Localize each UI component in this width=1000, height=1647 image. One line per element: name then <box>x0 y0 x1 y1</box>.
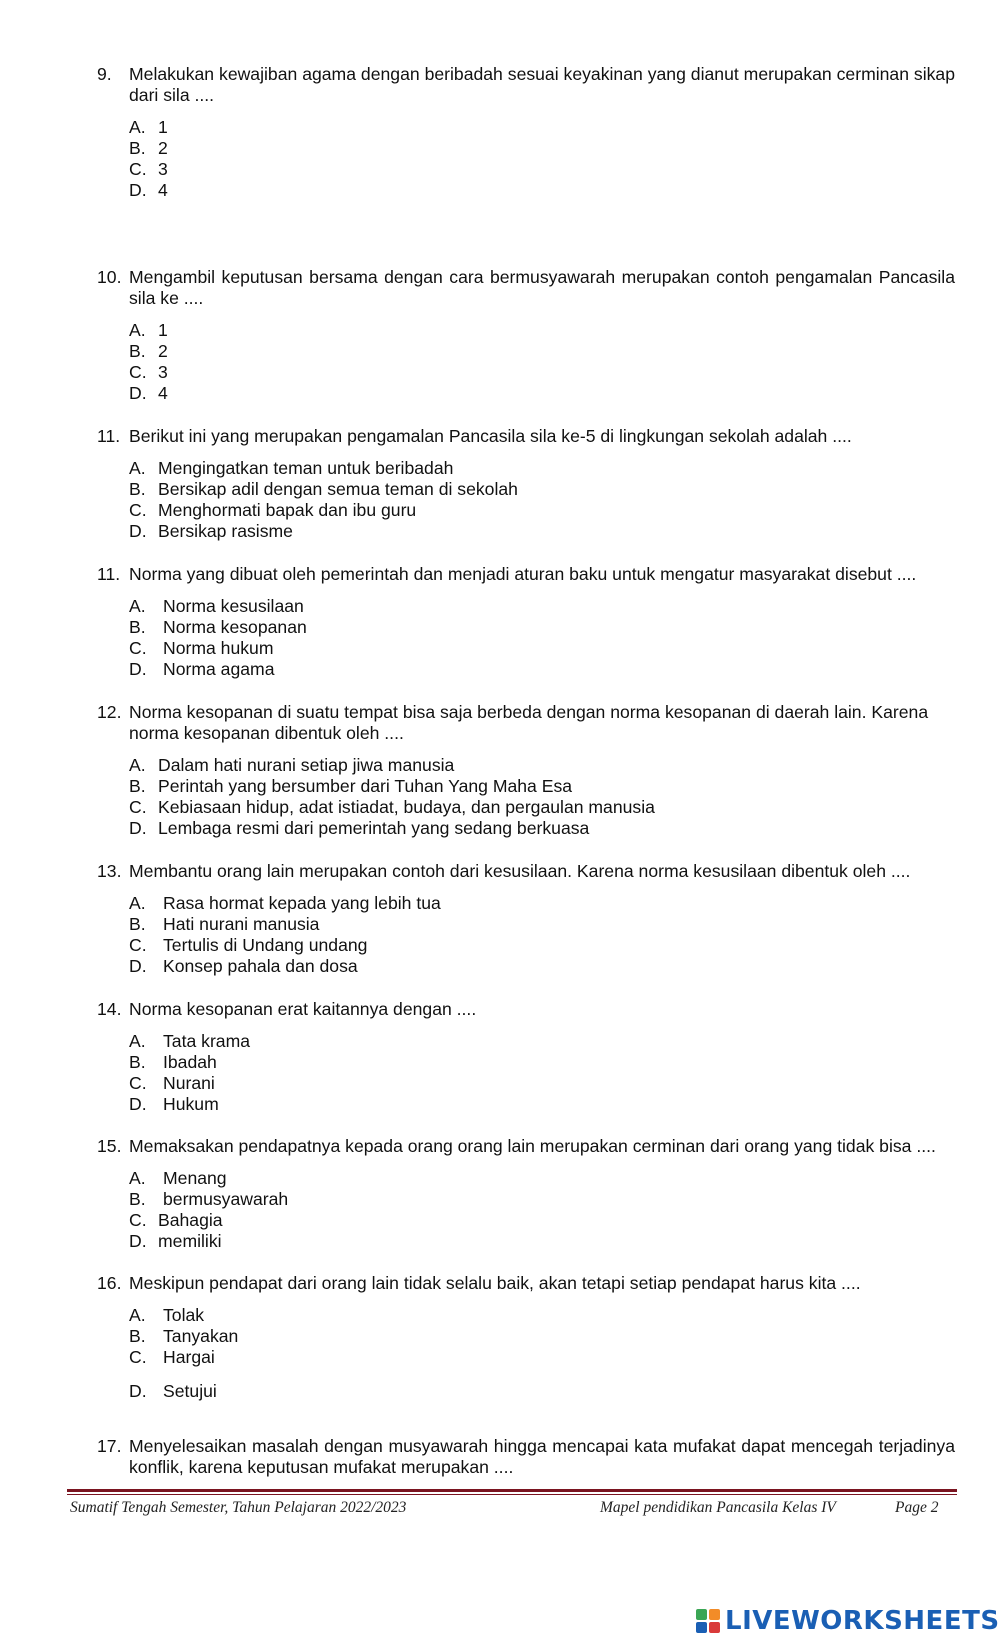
option-c[interactable]: C. Kebiasaan hidup, adat istiadat, budaya, dan pergaulan manusia <box>129 797 655 817</box>
option-c[interactable]: C. Nurani <box>129 1073 215 1093</box>
option-list <box>129 755 955 839</box>
question-text: Berikut ini yang merupakan pengamalan Pancasila sila ke-5 di lingkungan sekolah adalah .... <box>129 426 852 446</box>
question-9 <box>97 64 955 201</box>
option-c[interactable]: C. Menghormati bapak dan ibu guru <box>129 500 417 520</box>
option-a[interactable]: A. Tata krama <box>129 1031 251 1051</box>
question-17 <box>97 1436 955 1478</box>
option-d[interactable]: D. 4 <box>129 383 168 403</box>
footer-exam-info: Sumatif Tengah Semester, Tahun Pelajaran 2022/2023 <box>70 1499 407 1516</box>
option-a[interactable]: A. 1 <box>129 320 168 340</box>
option-d[interactable]: D. Konsep pahala dan dosa <box>129 956 358 976</box>
question-number: 11. <box>97 564 121 584</box>
question-text: Norma yang dibuat oleh pemerintah dan menjadi aturan baku untuk mengatur masyarakat disebut .... <box>129 564 917 584</box>
option-b[interactable]: B. 2 <box>129 138 168 158</box>
option-c[interactable]: C. Bahagia <box>129 1210 223 1230</box>
option-b[interactable]: B. Bersikap adil dengan semua teman di sekolah <box>129 479 518 499</box>
option-d[interactable]: D. Hukum <box>129 1094 219 1114</box>
option-list <box>129 320 955 404</box>
question-10 <box>97 267 955 404</box>
option-list <box>129 458 955 542</box>
liveworksheets-brand[interactable] <box>695 1608 1000 1634</box>
question-16 <box>97 1273 955 1402</box>
option-b[interactable]: B. Perintah yang bersumber dari Tuhan Yang Maha Esa <box>129 776 573 796</box>
page-footer <box>70 1499 950 1519</box>
option-list <box>129 117 955 201</box>
question-number: 10. <box>97 267 122 287</box>
option-b[interactable]: B. 2 <box>129 341 168 361</box>
question-12 <box>97 702 955 839</box>
option-b[interactable]: B. Ibadah <box>129 1052 217 1072</box>
option-d[interactable]: D. Lembaga resmi dari pemerintah yang sedang berkuasa <box>129 818 590 838</box>
option-c[interactable]: C. Norma hukum <box>129 638 274 658</box>
option-a[interactable]: A. Rasa hormat kepada yang lebih tua <box>129 893 441 913</box>
option-a[interactable]: A. Menang <box>129 1168 227 1188</box>
question-text: Norma kesopanan erat kaitannya dengan .... <box>129 999 477 1019</box>
question-text: Memaksakan pendapatnya kepada orang orang lain merupakan cerminan dari orang yang tidak bisa .... <box>129 1136 936 1156</box>
option-d[interactable]: D. Bersikap rasisme <box>129 521 293 541</box>
question-text: Mengambil keputusan bersama dengan cara bermusyawarah merupakan contoh pengamalan Pancasila sila ke .... <box>129 267 955 308</box>
question-number: 14. <box>97 999 122 1019</box>
option-c[interactable]: C. 3 <box>129 159 168 179</box>
question-number: 11. <box>97 426 121 446</box>
option-d[interactable]: D. Setujui <box>129 1381 217 1401</box>
option-list <box>129 1031 955 1115</box>
option-b[interactable]: B. Tanyakan <box>129 1326 239 1346</box>
footer-divider-thick <box>67 1489 957 1492</box>
footer-divider-thin <box>67 1494 957 1495</box>
option-a[interactable]: A. Tolak <box>129 1305 205 1325</box>
question-number: 15. <box>97 1136 122 1156</box>
question-number: 9. <box>97 64 112 84</box>
question-15 <box>97 1136 955 1252</box>
question-text: Melakukan kewajiban agama dengan beribadah sesuai keyakinan yang dianut merupakan cerminan sikap dari sila .... <box>129 64 955 105</box>
question-text: Norma kesopanan di suatu tempat bisa saja berbeda dengan norma kesopanan di daerah lain. Karena norma kesopanan dibentuk oleh .... <box>129 702 929 743</box>
question-11b <box>97 564 955 680</box>
option-list <box>129 1305 955 1402</box>
question-13 <box>97 861 955 977</box>
option-a[interactable]: A. 1 <box>129 117 168 137</box>
option-b[interactable]: B. Norma kesopanan <box>129 617 307 637</box>
option-b[interactable]: B. Hati nurani manusia <box>129 914 320 934</box>
question-number: 12. <box>97 702 122 722</box>
option-list <box>129 1168 955 1252</box>
option-d[interactable]: D. 4 <box>129 180 168 200</box>
option-a[interactable]: A. Dalam hati nurani setiap jiwa manusia <box>129 755 455 775</box>
question-number: 17. <box>97 1436 122 1456</box>
question-text: Membantu orang lain merupakan contoh dari kesusilaan. Karena norma kesusilaan dibentuk oleh .... <box>129 861 911 881</box>
option-a[interactable]: A. Norma kesusilaan <box>129 596 304 616</box>
option-b[interactable]: B. bermusyawarah <box>129 1189 289 1209</box>
option-c[interactable]: C. Tertulis di Undang undang <box>129 935 368 955</box>
question-14 <box>97 999 955 1115</box>
option-list <box>129 596 955 680</box>
question-number: 13. <box>97 861 122 881</box>
question-11a <box>97 426 955 542</box>
brand-name: LIVEWORKSHEETS <box>725 1606 1000 1636</box>
footer-page-number: Page 2 <box>895 1499 939 1516</box>
liveworksheets-logo-icon <box>695 1608 721 1634</box>
option-c[interactable]: C. 3 <box>129 362 168 382</box>
option-d[interactable]: D. memiliki <box>129 1231 222 1251</box>
question-number: 16. <box>97 1273 122 1293</box>
option-c[interactable]: C. Hargai <box>129 1347 215 1367</box>
option-list <box>129 893 955 977</box>
question-text: Menyelesaikan masalah dengan musyawarah hingga mencapai kata mufakat dapat mencegah terjadinya konflik, karena keputusan mufakat merupakan .... <box>129 1436 955 1477</box>
footer-subject: Mapel pendidikan Pancasila Kelas IV <box>600 1499 836 1516</box>
option-a[interactable]: A. Mengingatkan teman untuk beribadah <box>129 458 454 478</box>
option-d[interactable]: D. Norma agama <box>129 659 275 679</box>
question-text: Meskipun pendapat dari orang lain tidak selalu baik, akan tetapi setiap pendapat harus kita .... <box>129 1273 861 1293</box>
